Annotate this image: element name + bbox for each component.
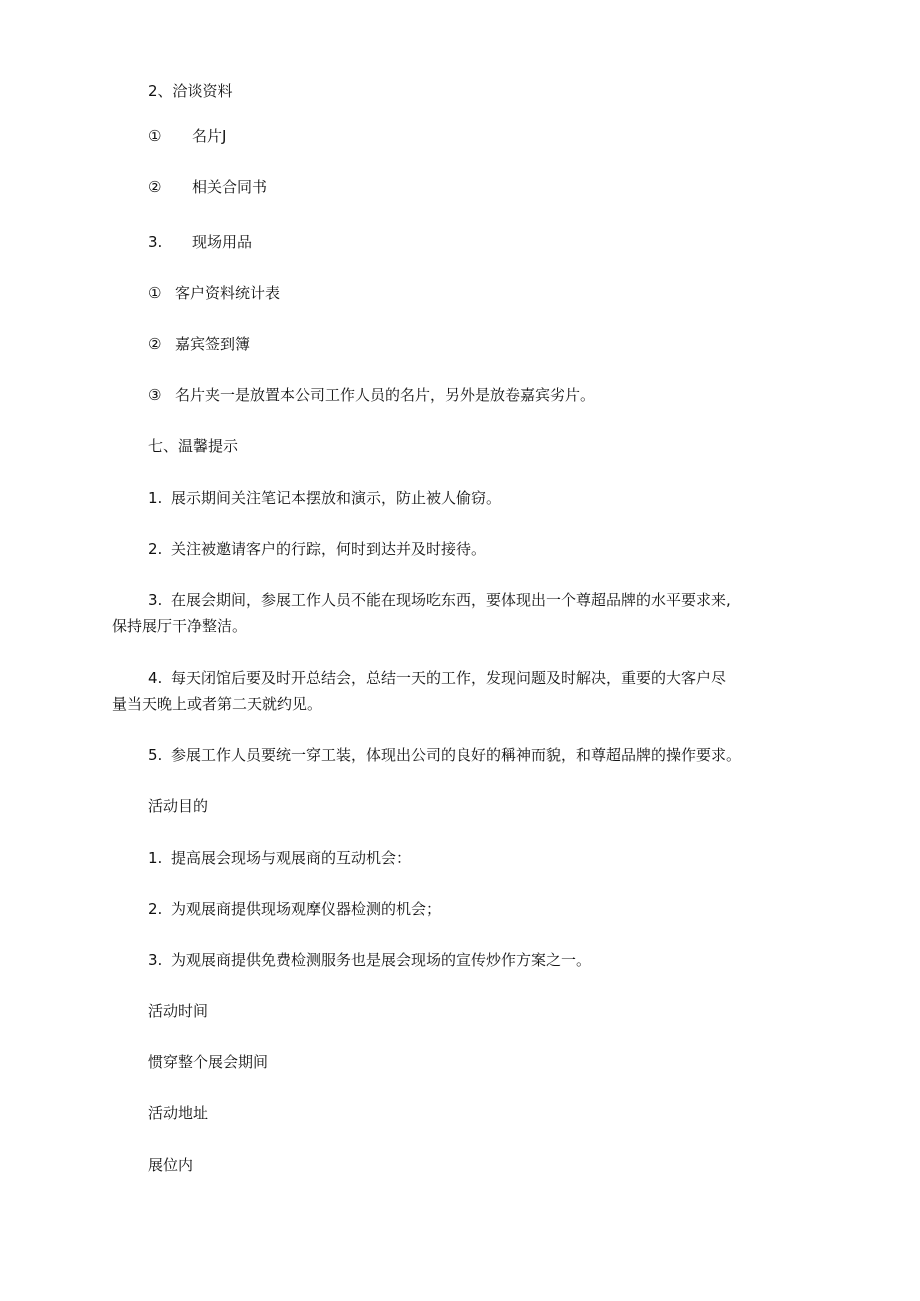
item-marker: 3. (148, 591, 163, 609)
tip-item (148, 538, 486, 560)
section-number: 3. (148, 233, 163, 251)
item-text: 关注被邀请客户的行踪，何时到达并及时接待。 (171, 540, 487, 558)
item-marker: ② (148, 178, 162, 196)
item-marker: ① (148, 284, 162, 302)
location-value: 展位内 (148, 1156, 194, 1174)
list-item (148, 333, 250, 355)
item-marker: 1. (148, 489, 163, 507)
item-text: 为观展商提供免费检测服务也是展会现场的宣传炒作方案之一。 (171, 951, 592, 969)
item-text: 为观展商提供现场观摩仪器检测的机会； (171, 900, 442, 918)
tip-item (148, 667, 726, 689)
item-text: 每天闭馆后要及时开总结会，总结一天的工作，发现问题及时解决，重要的大客户尽 (171, 669, 727, 687)
list-item (148, 125, 226, 147)
item-text: 名片J (192, 127, 227, 145)
item-text: 提高展会现场与观展商的互动机会： (171, 849, 412, 867)
section-2-heading (148, 80, 233, 102)
tips-heading: 七、温馨提示 (148, 437, 239, 455)
item-marker: 2. (148, 540, 163, 558)
location-heading: 活动地址 (148, 1104, 209, 1122)
tip-item (148, 487, 501, 509)
time-heading: 活动时间 (148, 1002, 209, 1020)
tip-item (148, 589, 731, 611)
purpose-item (148, 949, 591, 971)
item-marker: 2. (148, 900, 163, 918)
purpose-item (148, 898, 441, 920)
item-marker: 4. (148, 669, 163, 687)
item-text: 参展工作人员要统一穿工装，体现出公司的良好的稱神而貌，和尊超品牌的操作要求。 (171, 746, 742, 764)
list-item (148, 282, 280, 304)
item-text: 名片夹一是放置本公司工作人员的名片，另外是放卷嘉宾劣片。 (175, 386, 596, 404)
list-item (148, 384, 595, 406)
item-marker: ③ (148, 386, 162, 404)
item-text: 展示期间关注笔记本摆放和演示，防止被人偷窃。 (171, 489, 502, 507)
section-title: 现场用品 (192, 233, 253, 251)
item-marker: ① (148, 127, 162, 145)
tip-item (148, 744, 741, 766)
tip-item-continuation: 保持展厅干净整洁。 (112, 617, 248, 635)
item-text: 嘉宾签到簿 (175, 335, 251, 353)
item-text: 相关合同书 (192, 178, 268, 196)
time-value: 惯穿整个展会期间 (148, 1053, 269, 1071)
purpose-heading: 活动目的 (148, 797, 209, 815)
item-marker: 1. (148, 849, 163, 867)
section-title: 洽谈资料 (172, 82, 233, 100)
item-text: 在展会期间，参展工作人员不能在现场吃东西，要体现出一个尊超品牌的水平要求来, (171, 591, 731, 609)
item-marker: ② (148, 335, 162, 353)
tip-item-continuation: 量当天晚上或者第二天就约见。 (112, 695, 323, 713)
item-marker: 5. (148, 746, 163, 764)
list-item (148, 176, 267, 198)
item-marker: 3. (148, 951, 163, 969)
section-3-heading (148, 231, 252, 253)
item-text: 客户资料统计表 (175, 284, 281, 302)
section-number: 2、 (148, 82, 173, 100)
purpose-item (148, 847, 411, 869)
